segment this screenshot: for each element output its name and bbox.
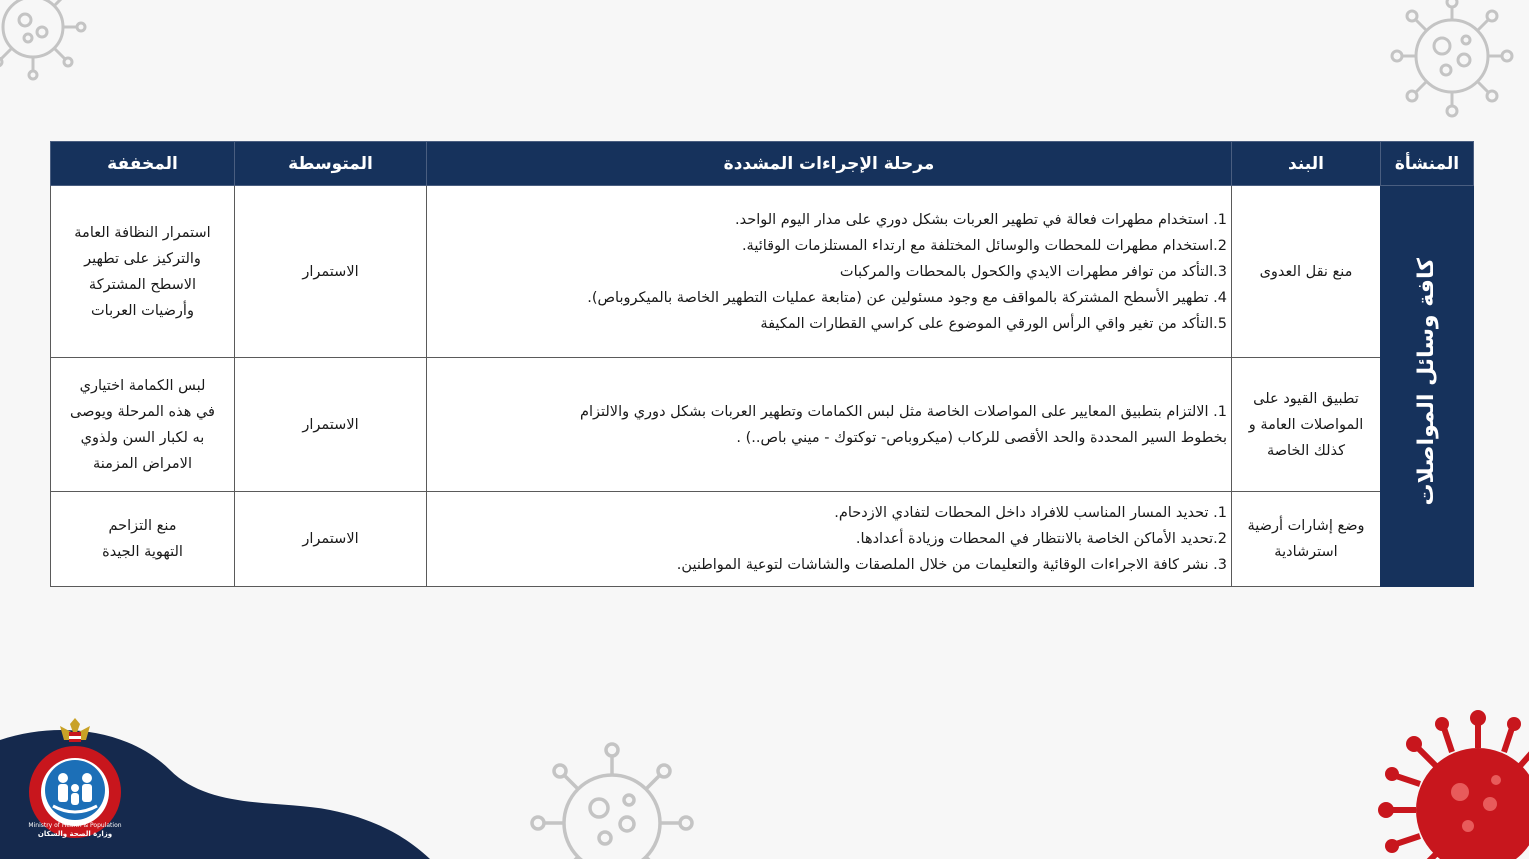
item-line: وضع إشارات أرضية: [1247, 518, 1365, 534]
table-row: [51, 186, 1474, 358]
header-establishment: المنشأة: [1381, 142, 1474, 186]
measure-item: 3. نشر كافة الاجراءات الوقائية والتعليمات من خلال الملصقات والشاشات لتوعية المواطنين.: [676, 557, 1227, 573]
light-cell: [51, 186, 235, 358]
light-line: به لكبار السن ولذوي: [80, 429, 205, 446]
measure-item: 5.التأكد من تغير واقي الرأس الورقي الموضوع على كراسي القطارات المكيفة: [760, 315, 1227, 332]
virus-outline-icon: [515, 728, 710, 859]
header-item: البند: [1232, 142, 1381, 186]
item-line: المواصلات العامة و: [1248, 416, 1364, 433]
measure-item: 3.التأكد من توافر مطهرات الايدي والكحول بالمحطات والمركبات: [839, 263, 1227, 280]
measures-cell: [427, 492, 1232, 587]
virus-outline-icon: [1384, 0, 1519, 129]
measures-table: [50, 141, 1474, 587]
light-line: منع التزاحم: [108, 518, 177, 534]
light-line: وأرضيات العربات: [91, 302, 194, 319]
header-light: المخففة: [51, 142, 235, 186]
virus-red-icon: [1368, 700, 1529, 859]
table-row: [51, 358, 1474, 492]
logo-text-ar: وزارة الصحة والسكان: [37, 830, 113, 838]
light-line: والتركيز على تطهير: [84, 250, 201, 267]
item-cell: [1232, 492, 1381, 587]
light-line: الامراض المزمنة: [93, 455, 192, 472]
medium-cell: الاستمرار: [235, 186, 427, 358]
light-line: التهوية الجيدة: [102, 544, 183, 560]
table-header-row: [51, 142, 1474, 186]
measure-item: 1. استخدام مطهرات فعالة في تطهير العربات بشكل دوري على مدار اليوم الواحد.: [735, 211, 1227, 228]
header-medium: المتوسطة: [235, 142, 427, 186]
establishment-cell: [1381, 186, 1474, 587]
light-line: لبس الكمامة اختياري: [79, 377, 206, 394]
measure-item: بخطوط السير المحددة والحد الأقصى للركاب (ميكروباص- توكتوك - ميني باص..) .: [736, 429, 1227, 446]
measure-item: 1. تحديد المسار المناسب للافراد داخل المحطات لتفادي الازدحام.: [834, 505, 1227, 521]
medium-cell: الاستمرار: [235, 358, 427, 492]
item-line: استرشادية: [1274, 544, 1338, 560]
item-line: كذلك الخاصة: [1266, 442, 1346, 459]
item-cell: [1232, 358, 1381, 492]
logo-text-en: Ministry of Health & Population: [28, 822, 122, 829]
measures-cell: [427, 186, 1232, 358]
light-cell: [51, 358, 235, 492]
table-row: [51, 492, 1474, 587]
measures-table-wrapper: [50, 141, 1473, 587]
measure-item: 2.استخدام مطهرات للمحطات والوسائل المختلفة مع ارتداء المستلزمات الوقائية.: [741, 237, 1227, 254]
measure-item: 1. الالتزام بتطبيق المعايير على المواصلات الخاصة مثل لبس الكمامات وتطهير العربات بشكل دوري والالتزام: [580, 403, 1227, 420]
establishment-label: كافة وسائل المواصلات: [1414, 257, 1439, 506]
item-cell: منع نقل العدوى: [1232, 186, 1381, 358]
header-strict-phase: مرحلة الإجراءات المشددة: [427, 142, 1232, 186]
virus-outline-icon: [0, 0, 88, 82]
light-line: استمرار النظافة العامة: [74, 224, 211, 241]
light-cell: [51, 492, 235, 587]
measure-item: 2.تحديد الأماكن الخاصة بالانتظار في المحطات وزيادة أعدادها.: [855, 531, 1227, 547]
light-line: الاسطح المشتركة: [88, 276, 197, 293]
item-line: تطبيق القيود على: [1253, 390, 1359, 407]
ministry-logo: [20, 712, 130, 842]
light-line: في هذه المرحلة ويوصى: [70, 403, 215, 420]
medium-cell: الاستمرار: [235, 492, 427, 587]
measures-cell: [427, 358, 1232, 492]
measure-item: 4. تطهير الأسطح المشتركة بالمواقف مع وجود مسئولين عن (متابعة عمليات التطهير الخاصة بالميكروباص).: [587, 289, 1227, 306]
